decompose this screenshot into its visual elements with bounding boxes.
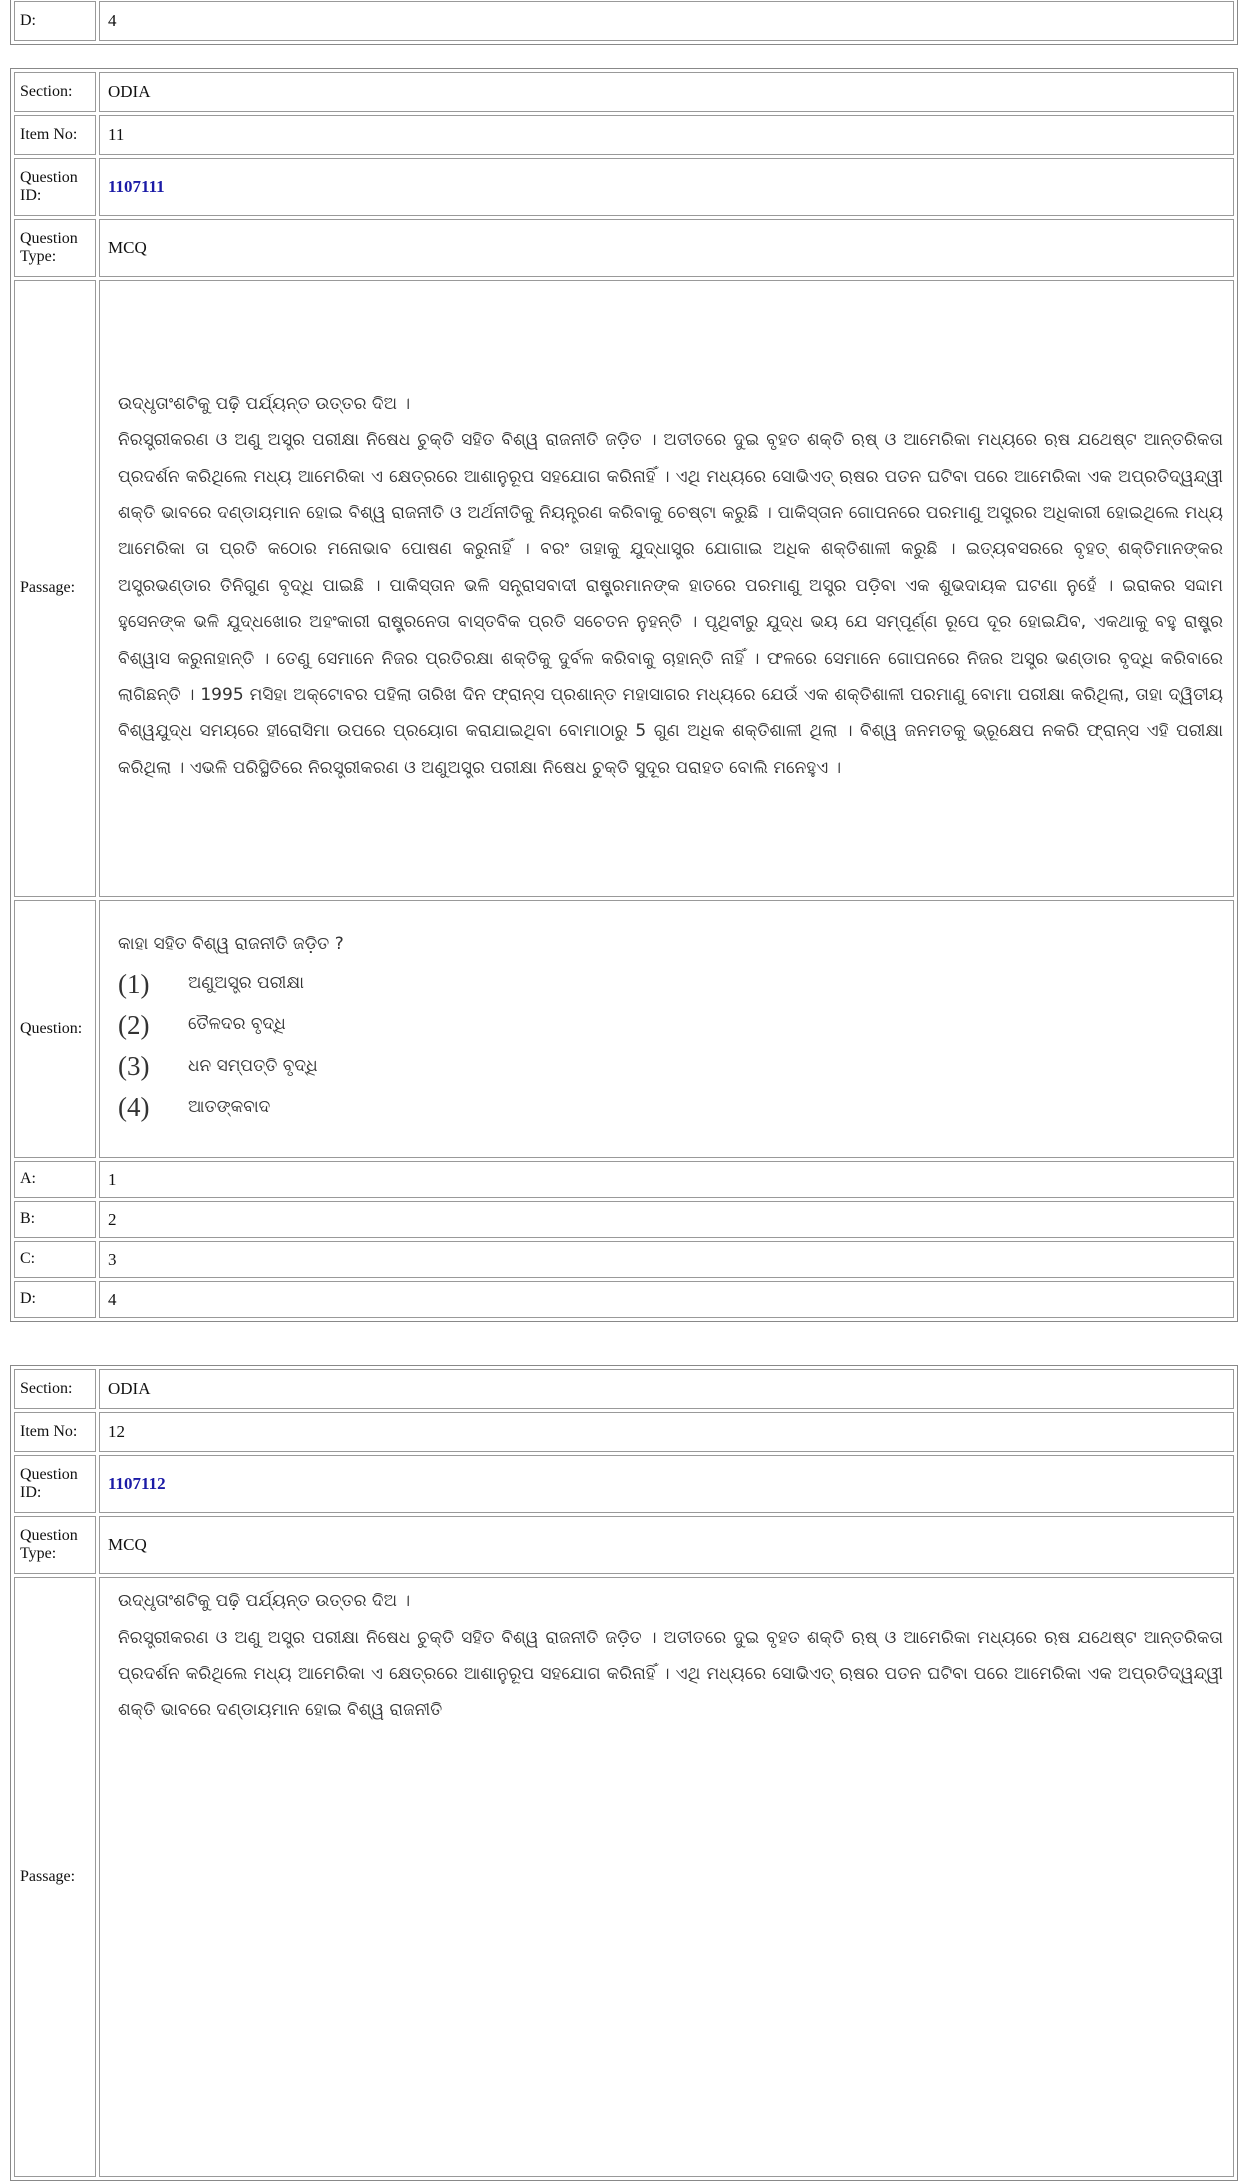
answer-b-label: B:: [14, 1201, 96, 1238]
passage-intro: ଉଦ୍ଧୃତାଂଶଟିକୁ ପଢ଼ି ପର୍ଯ୍ୟନ୍ତ ଉତ୍ତର ଦିଅ ।: [118, 393, 411, 414]
section-row: [14, 1369, 1234, 1409]
answer-a-label: A:: [14, 1161, 96, 1198]
option-number: (2): [118, 1009, 150, 1040]
passage-intro: ଉଦ୍ଧୃତାଂଶଟିକୁ ପଢ଼ି ପର୍ଯ୍ୟନ୍ତ ଉତ୍ତର ଦିଅ ।: [118, 1591, 411, 1611]
item-no-value: 12: [99, 1412, 1234, 1452]
item-no-label: Item No:: [14, 1412, 96, 1452]
passage-row: [14, 1577, 1234, 2177]
option-text: ଧନ ସମ୍ପତ୍ତି ବୃଦ୍ଧି: [188, 1055, 318, 1076]
answer-a-value: 1: [99, 1161, 1234, 1198]
question-item-12: [10, 1365, 1238, 2181]
passage-row: [14, 280, 1234, 897]
option-2: [118, 1010, 1223, 1041]
question-content: [99, 900, 1234, 1158]
previous-item-fragment: [10, 0, 1238, 45]
answer-b-row: [14, 1201, 1234, 1238]
passage-label: Passage:: [14, 1577, 96, 2177]
passage-text: ନିରସ୍ତ୍ରୀକରଣ ଓ ଅଣୁ ଅସ୍ତ୍ର ପରୀକ୍ଷା ନିଷେଧ ଚୁକ୍ତି ସହିତ ବିଶ୍ୱ ରାଜନୀତି ଜଡ଼ିତ । ଅତୀତରେ ଦୁଇ ବୃହତ ଶକ୍ତି ଋଷ୍ ଓ ଆମେରିକା ମଧ୍ୟରେ ଋଷ ଯଥେଷ୍ଟ ଆନ୍ତରିକତା ପ୍ରଦର୍ଶନ କରିଥିଲେ ମଧ୍ୟ ଆମେରିକା ଏ କ୍ଷେତ୍ରରେ ଆଶାନୁରୂପ ସହଯୋଗ କରିନାହିଁ । ଏଥି ମଧ୍ୟରେ ସୋଭିଏତ୍ ଋଷର ପତନ ଘଟିବା ପରେ ଆମେରିକା ଏକ ଅପ୍ରତିଦ୍ୱନ୍ଦ୍ୱୀ ଶକ୍ତି ଭାବରେ ଦଣ୍ଡାୟମାନ ହୋଇ ବିଶ୍ୱ ରାଜନୀତି ଓ ଅର୍ଥନୀତିକୁ ନିୟନ୍ତ୍ରଣ କରିବାକୁ ଚେଷ୍ଟା କରୁଛି । ପାକିସ୍ତାନ ଗୋପନରେ ପରମାଣୁ ଅସ୍ତ୍ରର ଅଧିକାରୀ ହୋଇଥିଲେ ମଧ୍ୟ ଆମେରିକା ତା ପ୍ରତି କଠୋର ମନୋଭାବ ପୋଷଣ କରୁନାହିଁ । ବରଂ ତାହାକୁ ଯୁଦ୍ଧାସ୍ତ୍ର ଯୋଗାଇ ଅଧିକ ଶକ୍ତିଶାଳୀ କରୁଛି । ଇତ୍ୟବସରରେ ବୃହତ୍ ଶକ୍ତିମାନଙ୍କର ଅସ୍ତ୍ରଭଣ୍ଡାର ତିନିଗୁଣ ବୃଦ୍ଧି ପାଇଛି । ପାକିସ୍ତାନ ଭଳି ସନ୍ତ୍ରାସବାଦୀ ରାଷ୍ଟ୍ରମାନଙ୍କ ହାତରେ ପରମାଣୁ ଅସ୍ତ୍ର ପଡ଼ିବା ଏକ ଶୁଭଦାୟକ ଘଟଣା ନୁହେଁ । ଇରାକର ସଦ୍ଦାମ ହୁସେନଙ୍କ ଭଳି ଯୁଦ୍ଧଖୋର ଅହଂକାରୀ ରାଷ୍ଟ୍ରନେତା ବାସ୍ତବିକ ପ୍ରତି ସଚେତନ ନୁହନ୍ତି । ପୃଥିବୀରୁ ଯୁଦ୍ଧ ଭୟ ଯେ ସମ୍ପୂର୍ଣ୍ଣ ରୂପେ ଦୂର ହୋଇଯିବ, ଏକଥାକୁ ବହୁ ରାଷ୍ଟ୍ର ବିଶ୍ୱାସ କରୁନାହାନ୍ତି । ତେଣୁ ସେମାନେ ନିଜର ପ୍ରତିରକ୍ଷା ଶକ୍ତିକୁ ଦୁର୍ବଳ କରିବାକୁ ଚାହାନ୍ତି ନାହିଁ । ଫଳରେ ସେମାନେ ଗୋପନରେ ନିଜର ଅସ୍ତ୍ର ଭଣ୍ଡାର ବୃଦ୍ଧି କରିବାରେ ଲାଗିଛନ୍ତି । 1995 ମସିହା ଅକ୍ଟୋବର ପହିଲା ତାରିଖ ଦିନ ଫ୍ରାନ୍ସ ପ୍ରଶାନ୍ତ ମହାସାଗର ମଧ୍ୟରେ ଯେଉଁ ଏକ ଶକ୍ତିଶାଳୀ ପରମାଣୁ ବୋମା ପରୀକ୍ଷା କରିଥିଲା, ତାହା ଦ୍ୱିତୀୟ ବିଶ୍ୱଯୁଦ୍ଧ ସମୟରେ ହୀରୋସିମା ଉପରେ ପ୍ରୟୋଗ କରାଯାଇଥିବା ବୋମାଠାରୁ 5 ଗୁଣ ଅଧିକ ଶକ୍ତିଶାଳୀ ଥିଲା । ବିଶ୍ୱ ଜନମତକୁ ଭ୍ରୂକ୍ଷେପ ନକରି ଫ୍ରାନ୍ସ ଏହି ପରୀକ୍ଷା କରିଥିଲା । ଏଭଳି ପରିସ୍ଥିତିରେ ନିରସ୍ତ୍ରୀକରଣ ଓ ଅଣୁଅସ୍ତ୍ର ପରୀକ୍ଷା ନିଷେଧ ଚୁକ୍ତି ସୁଦୂର ପରାହତ ବୋଲି ମନେହୁଏ ।: [118, 430, 1223, 778]
question-id-label: Question ID:: [14, 1455, 96, 1513]
question-type-row: [14, 1516, 1234, 1574]
question-text: କାହା ସହିତ ବିଶ୍ୱ ରାଜନୀତି ଜଡ଼ିତ ?: [118, 934, 344, 955]
question-type-label: Question Type:: [14, 1516, 96, 1574]
answer-d-value: 4: [99, 1, 1234, 41]
question-type-value: MCQ: [99, 219, 1234, 277]
answer-d-label: D:: [14, 1, 96, 41]
item-no-row: [14, 115, 1234, 155]
answer-d-label: D:: [14, 1281, 96, 1318]
option-number: (4): [118, 1091, 150, 1122]
section-label: Section:: [14, 72, 96, 112]
passage-label: Passage:: [14, 280, 96, 897]
answer-a-row: [14, 1161, 1234, 1198]
question-row: [14, 900, 1234, 1158]
item-no-row: [14, 1412, 1234, 1452]
item-no-label: Item No:: [14, 115, 96, 155]
option-text: ତୈଳଦର ବୃଦ୍ଧି: [188, 1014, 286, 1035]
section-label: Section:: [14, 1369, 96, 1409]
question-item-11: [10, 68, 1238, 1322]
question-type-row: [14, 219, 1234, 277]
question-type-value: MCQ: [99, 1516, 1234, 1574]
question-id-row: [14, 1455, 1234, 1513]
answer-d-value: 4: [99, 1281, 1234, 1318]
question-id-value: 1107112: [99, 1455, 1234, 1513]
option-number: (1): [118, 968, 150, 999]
passage-content: [99, 280, 1234, 897]
item-no-value: 11: [99, 115, 1234, 155]
option-3: [118, 1051, 1223, 1082]
section-value: ODIA: [99, 72, 1234, 112]
answer-b-value: 2: [99, 1201, 1234, 1238]
question-id-row: [14, 158, 1234, 216]
answer-d-row: [14, 1, 1234, 41]
question-type-label: Question Type:: [14, 219, 96, 277]
option-1: [118, 969, 1223, 1000]
section-row: [14, 72, 1234, 112]
answer-c-value: 3: [99, 1241, 1234, 1278]
option-4: [118, 1092, 1223, 1123]
passage-text: ନିରସ୍ତ୍ରୀକରଣ ଓ ଅଣୁ ଅସ୍ତ୍ର ପରୀକ୍ଷା ନିଷେଧ ଚୁକ୍ତି ସହିତ ବିଶ୍ୱ ରାଜନୀତି ଜଡ଼ିତ । ଅତୀତରେ ଦୁଇ ବୃହତ ଶକ୍ତି ଋଷ୍ ଓ ଆମେରିକା ମଧ୍ୟରେ ଋଷ ଯଥେଷ୍ଟ ଆନ୍ତରିକତା ପ୍ରଦର୍ଶନ କରିଥିଲେ ମଧ୍ୟ ଆମେରିକା ଏ କ୍ଷେତ୍ରରେ ଆଶାନୁରୂପ ସହଯୋଗ କରିନାହିଁ । ଏଥି ମଧ୍ୟରେ ସୋଭିଏତ୍ ଋଷର ପତନ ଘଟିବା ପରେ ଆମେରିକା ଏକ ଅପ୍ରତିଦ୍ୱନ୍ଦ୍ୱୀ ଶକ୍ତି ଭାବରେ ଦଣ୍ଡାୟମାନ ହୋଇ ବିଶ୍ୱ ରାଜନୀତି: [118, 1627, 1223, 1721]
question-id-label: Question ID:: [14, 158, 96, 216]
option-text: ଅଣୁଅସ୍ତ୍ର ପରୀକ୍ଷା: [188, 973, 304, 994]
option-text: ଆତଙ୍କବାଦ: [188, 1096, 271, 1117]
answer-d-row: [14, 1281, 1234, 1318]
answer-c-row: [14, 1241, 1234, 1278]
question-id-value: 1107111: [99, 158, 1234, 216]
option-number: (3): [118, 1050, 150, 1081]
passage-content: [99, 1577, 1234, 2177]
answer-c-label: C:: [14, 1241, 96, 1278]
section-value: ODIA: [99, 1369, 1234, 1409]
question-label: Question:: [14, 900, 96, 1158]
